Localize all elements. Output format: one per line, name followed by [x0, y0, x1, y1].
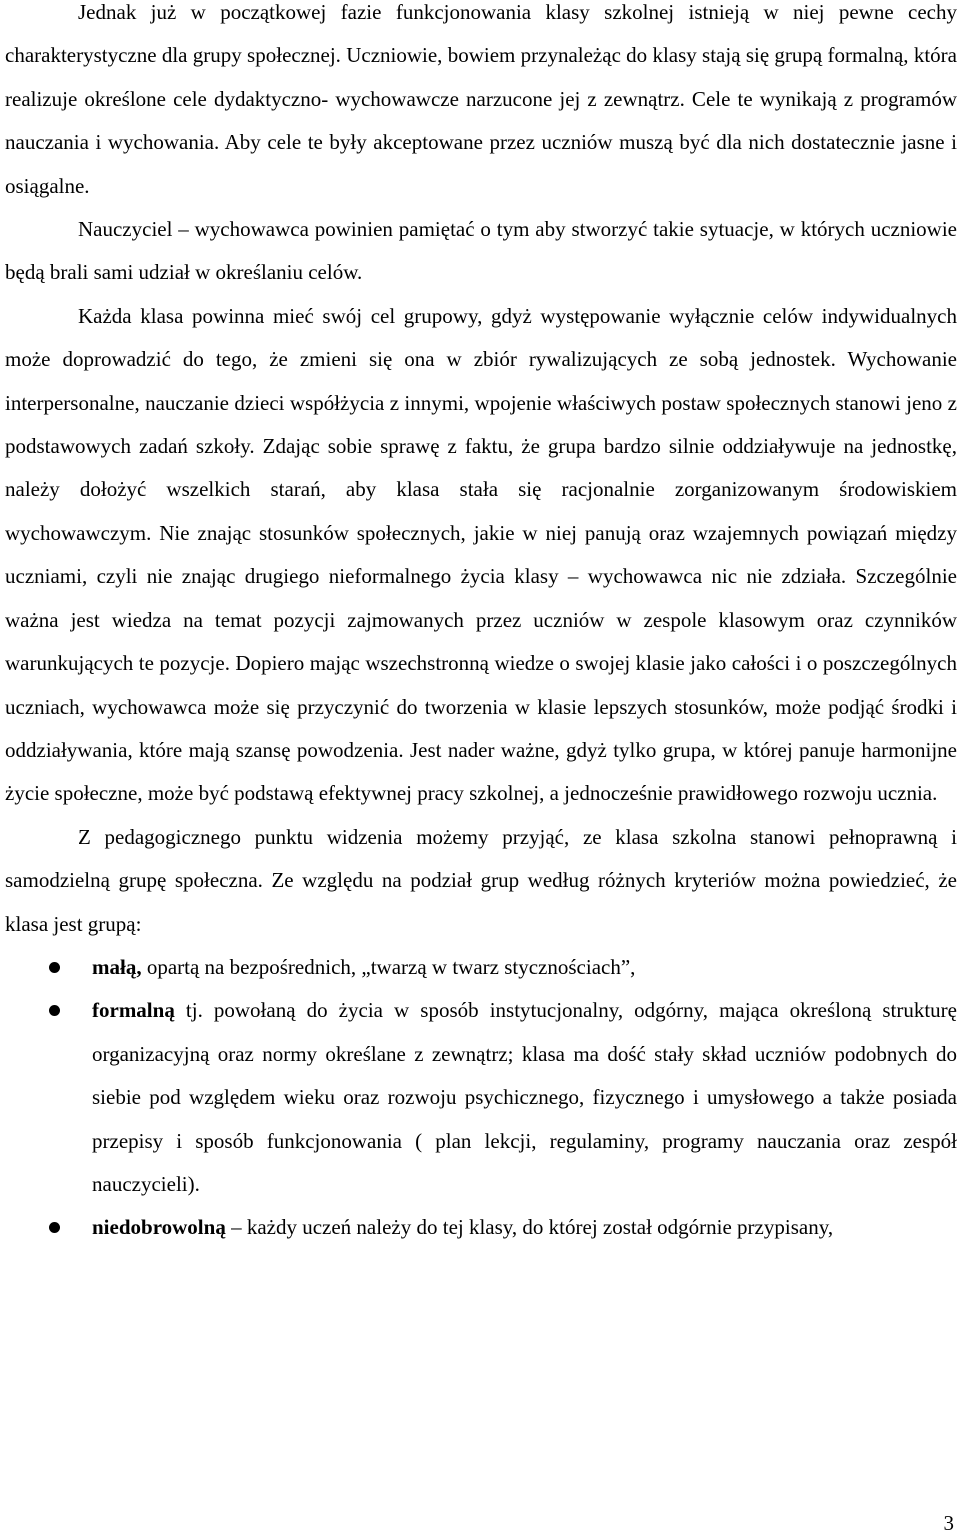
document-page: [5, 0, 957, 1250]
paragraph-2: Nauczyciel – wychowawca powinien pamiętać o tym aby stworzyć takie sytuacje, w których uczniowie będą brali sami udział w określaniu celów.: [5, 217, 957, 285]
bullet-icon: [49, 1222, 60, 1233]
list-item: [5, 1206, 957, 1249]
list-item-term: niedobrowolną: [92, 1215, 226, 1240]
paragraph-4: Z pedagogicznego punktu widzenia możemy przyjąć, ze klasa szkolna stanowi pełnoprawną i samodzielną grupę społeczna. Ze względu na podział grup według różnych kryteriów można powiedzieć, że klasa jest grupą:: [5, 824, 957, 936]
group-types-list: [5, 946, 957, 1250]
list-item-text: opartą na bezpośrednich, „twarzą w twarz stycznościach”,: [141, 954, 636, 979]
list-item-text: – każdy uczeń należy do tej klasy, do której został odgórnie przypisany,: [225, 1215, 834, 1240]
page-number: 3: [943, 1511, 954, 1535]
list-item-text: tj. powołaną do życia w sposób instytucjonalny, odgórny, mająca określoną strukturę organizacyjną oraz normy określane z zewnątrz; klasa ma dość stały skład uczniów podobnych do siebie pod względem wieku oraz rozwoju psychicznego, fizycznego i umysłowego a także posiada przepisy i sposób funkcjonowania ( plan lekcji, regulaminy, programy nauczania oraz zespół nauczycieli).: [92, 998, 957, 1196]
bullet-icon: [49, 1005, 60, 1016]
list-item-term: formalną: [92, 998, 175, 1023]
list-item-term: małą,: [92, 954, 142, 979]
paragraph-3: Każda klasa powinna mieć swój cel grupowy, gdyż występowanie wyłącznie celów indywidualnych może doprowadzić do tego, że zmieni się ona w zbiór rywalizujących ze sobą jednostek. Wychowanie interpersonalne, nauczanie dzieci współżycia z innymi, wpojenie właściwych postaw społecznych stanowi jeno z podstawowych zadań szkoły. Zdając sobie sprawę z faktu, że grupa bardzo silnie oddziaływuje na jednostkę, należy dołożyć wszelkich starań, aby klasa stała się racjonalnie zorganizowanym środowiskiem wychowawczym. Nie znając stosunków społecznych, jakie w niej panują oraz wzajemnych powiązań między uczniami, czyli nie znając drugiego nieformalnego życia klasy – wychowawca nic nie zdziała. Szczególnie ważna jest wiedza na temat pozycji zajmowanych przez uczniów w zespole klasowym oraz czynników warunkujących te pozycje. Dopiero mając wszechstronną wiedze o swojej klasie jako całości i o poszczególnych uczniach, wychowawca może się przyczynić do tworzenia w klasie lepszych stosunków, może podjąć środki i oddziaływania, które mają szansę powodzenia. Jest nader ważne, gdyż tylko grupa, w której panuje harmonijne życie społeczne, może być podstawą efektywnej pracy szkolnej, a jednocześnie prawidłowego rozwoju ucznia.: [5, 303, 957, 806]
list-item: [5, 989, 957, 1206]
paragraph-1: Jednak już w początkowej fazie funkcjonowania klasy szkolnej istnieją w niej pewne cechy charakterystyczne dla grupy społecznej. Uczniowie, bowiem przynależąc do klasy stają się grupą formalną, która realizuje określone cele dydaktyczno- wychowawcze narzucone jej z zewnątrz. Cele te wynikają z programów nauczania i wychowania. Aby cele te były akceptowane przez uczniów muszą być dla nich dostatecznie jasne i osiągalne.: [5, 0, 957, 198]
bullet-icon: [49, 962, 60, 973]
list-item: [5, 946, 957, 989]
